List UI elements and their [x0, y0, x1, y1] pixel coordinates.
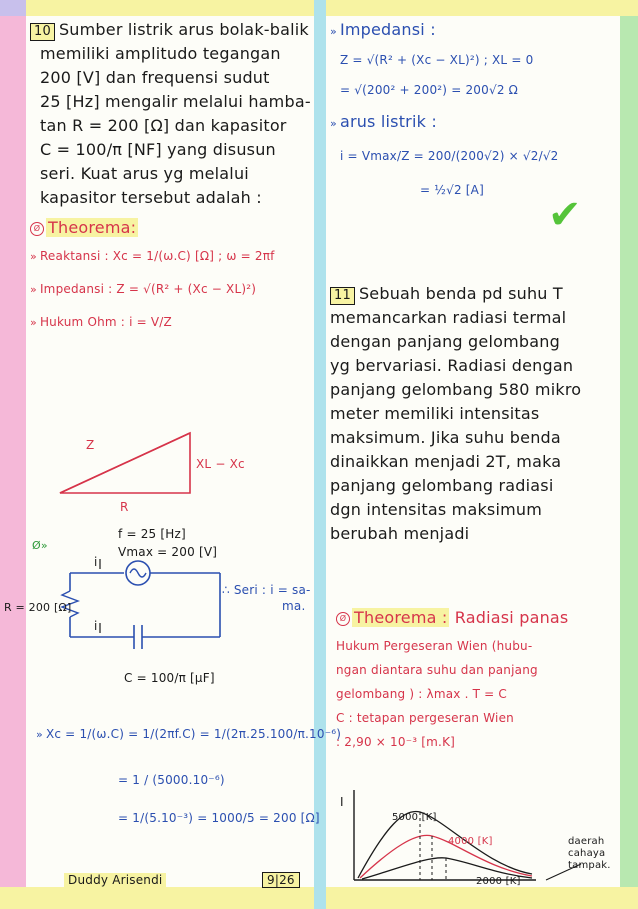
circuit-i-bottom: i	[94, 619, 98, 633]
arrow-icon: »	[30, 250, 37, 263]
q10-line: memiliki amplitudo tegangan	[40, 44, 281, 63]
q10-line: C = 100/π [NF] yang disusun	[40, 140, 276, 159]
q10-line: seri. Kuat arus yg melalui	[40, 164, 249, 183]
graph-y-label: I	[340, 795, 344, 809]
curve-label-4000k: 4000 [K]	[448, 836, 493, 847]
arus-title: arus listrik :	[339, 112, 437, 131]
arrow-icon: »	[330, 117, 337, 130]
q11-theorem-line: Hukum Pergeseran Wien (hubu-	[336, 639, 533, 653]
q10-line: 200 [V] dan frequensi sudut	[40, 68, 270, 87]
theorem-badge-icon: Ø	[336, 612, 350, 626]
page-number: 9|26	[262, 872, 300, 888]
triangle-z-label: Z	[86, 438, 95, 452]
arus-line: = ½√2 [A]	[420, 183, 484, 197]
circuit-f-label: f = 25 [Hz]	[118, 527, 186, 541]
q11-line: meter memiliki intensitas	[330, 404, 540, 423]
q10-theorem-title: Theorema:	[48, 218, 137, 237]
curve-5000k	[358, 811, 532, 878]
impedansi-line: Z = √(R² + (Xc − XL)²) ; XL = 0	[340, 53, 534, 67]
q11-line: memancarkan radiasi termal	[330, 308, 567, 327]
green-border-right	[620, 0, 638, 909]
blue-column-divider	[314, 0, 326, 909]
impedance-triangle	[40, 425, 290, 525]
q11-theorem-title: Theorema :	[354, 608, 448, 627]
q11-line: dinaikkan menjadi 2T, maka	[330, 452, 562, 471]
visible-light-note: daerah cahaya tampak.	[568, 836, 611, 871]
author-name: Duddy Arisendi	[64, 873, 166, 887]
triangle-x-label: XL − Xc	[196, 457, 245, 471]
q11-theorem-subtitle: Radiasi panas	[454, 608, 569, 627]
impedansi-title: Impedansi :	[339, 20, 436, 39]
q11-line: berubah menjadi	[330, 524, 470, 543]
right-column	[330, 18, 620, 202]
q11-line: panjang gelombang radiasi	[330, 476, 554, 495]
arrow-icon: »	[30, 316, 37, 329]
q10-problem	[30, 18, 312, 210]
checkmark-icon: ✔	[548, 192, 582, 238]
impedansi-line: = √(200² + 200²) = 200√2 Ω	[340, 83, 519, 97]
q11-number: 11	[330, 287, 355, 305]
circuit-badge-icon: Ø»	[32, 539, 48, 552]
curve-label-5000k: 5000 [K]	[392, 812, 437, 823]
q10-theorem	[30, 216, 312, 335]
q11-problem	[330, 282, 620, 546]
triangle-r-label: R	[120, 500, 129, 514]
q11-theorem-line: ngan diantara suhu dan panjang	[336, 663, 538, 677]
xc-step: = 1 / (5000.10⁻⁶)	[118, 773, 225, 787]
curve-label-2000k: 2000 [K]	[476, 876, 521, 887]
seri-note-2: ma.	[282, 599, 306, 613]
q11-theorem-line: gelombang ) : λmax . T = C	[336, 687, 508, 701]
theorem-line: Hukum Ohm : i = V/Z	[39, 315, 172, 329]
circuit-r-label: R = 200 [Ω]	[4, 601, 72, 614]
circuit-c-label: C = 100/π [μF]	[124, 671, 215, 685]
arrow-icon: »	[330, 25, 337, 38]
corner-highlight	[0, 0, 26, 16]
q10-line: tan R = 200 [Ω] dan kapasitor	[40, 116, 287, 135]
q11-line: maksimum. Jika suhu benda	[330, 428, 561, 447]
left-column	[30, 18, 312, 335]
q10-line: Sumber listrik arus bolak-balik	[58, 20, 309, 39]
q11-theorem-line: : 2,90 × 10⁻³ [m.K]	[336, 735, 456, 749]
circuit-i-top: i	[94, 555, 98, 569]
theorem-line: Reaktansi : Xc = 1/(ω.C) [Ω] ; ω = 2πf	[39, 249, 275, 263]
q10-line: kapasitor tersebut adalah :	[40, 188, 262, 207]
pink-border-left	[0, 0, 26, 909]
arrow-icon: »	[36, 728, 43, 741]
theorem-line: Impedansi : Z = √(R² + (Xc − XL)²)	[39, 282, 257, 296]
q10-line: 25 [Hz] mengalir melalui hamba-	[40, 92, 311, 111]
q11-line: panjang gelombang 580 mikro	[330, 380, 582, 399]
arrow-icon: »	[30, 283, 37, 296]
q11-line: Sebuah benda pd suhu T	[358, 284, 563, 303]
q11-line: yg bervariasi. Radiasi dengan	[330, 356, 574, 375]
q10-number: 10	[30, 23, 55, 41]
theorem-badge-icon: Ø	[30, 222, 44, 236]
xc-step: Xc = 1/(ω.C) = 1/(2πf.C) = 1/(2π.25.100/π.10⁻⁶)	[45, 727, 342, 741]
q11-line: dengan panjang gelombang	[330, 332, 560, 351]
q11-theorem-line: C : tetapan pergeseran Wien	[336, 711, 514, 725]
seri-note: ∴ Seri : i = sa-	[222, 583, 311, 597]
arus-line: i = Vmax/Z = 200/(200√2) × √2/√2	[340, 149, 559, 163]
xc-step: = 1/(5.10⁻³) = 1000/5 = 200 [Ω]	[118, 811, 320, 825]
q11-line: dgn intensitas maksimum	[330, 500, 543, 519]
circuit-vmax-label: Vmax = 200 [V]	[118, 545, 218, 559]
q11-theorem	[336, 606, 620, 754]
